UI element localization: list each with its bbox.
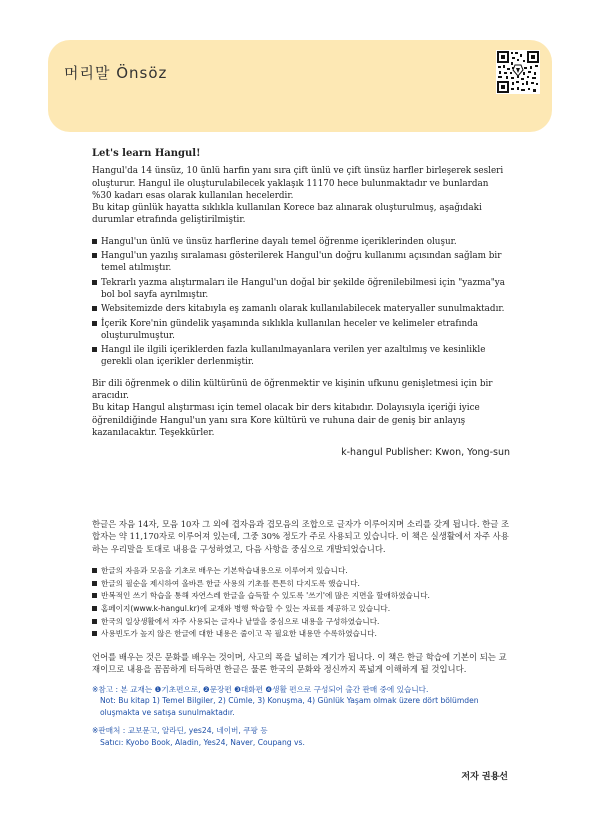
korean-paragraph: 언어를 배우는 것은 문화를 배우는 것이며, 사고의 폭을 넓히는 계기가 됩니다. 이 책은 한글 학습에 기본이 되는 교재이므로 내용을 꼼꼼하게 터득하면 한글은 물론 한국의 문화와 정신까지 폭넓게 이해하게 될 것입니다. [92,651,507,675]
notes-section [92,684,510,749]
korean-preface [92,518,510,755]
list-item: 한글의 필순을 제시하여 올바른 한글 사용의 기초를 튼튼히 다지도록 했습니다. [92,578,510,591]
publisher-signature: k-hangul Publisher: Kwon, Yong-sun [341,447,510,459]
list-item: İçerik Kore'nin gündelik yaşamında sıklıkla kullanılan heceler ve kelimeler etrafında oluşturulmuştur. [92,318,510,343]
list-item: 한국의 일상생활에서 자주 사용되는 글자나 낱말을 중심으로 내용을 구성하였습니다. [92,616,510,629]
list-item: Hangıl ile ilgili içeriklerden fazla kullanılmayanlara verilen yer azaltılmış ve kesinlikle gerekli olan içerikler derlenmiştir. [92,344,510,369]
korean-paragraph: 한글은 자음 14자, 모음 10자 그 외에 겹자음과 겹모음의 조합으로 글자가 이루어지며 소리를 갖게 됩니다. 한글 조합자는 약 11,170자로 이루어져 있는데, 그중 30% 정도가 주로 사용되고 있습니다. 이 책은 실생활에서 자주 사용하는 우리말을 토대로 내용을 구성하였고, 다음 사항을 중심으로 개발되었습니다. [92,519,510,554]
list-item: Hangul'un yazılış sıralaması gösterilerek Hangul'un doğru kullanımı açısından sağlam bir temel atılmıştır. [92,250,510,275]
list-item: 한글의 자음과 모음을 기초로 배우는 기본학습내용으로 이루어져 있습니다. [92,565,510,578]
series-note-korean: ※참고 : 본 교재는 ❶기초편으로, ❷문장편 ❸대화편 ❹생활 편으로 구성되어 출간 판매 중에 있습니다. [92,684,429,694]
list-item: Tekrarlı yazma alıştırmaları ile Hangul'un doğal bir şekilde öğrenilebilmesi için "yazma"ya bol bol sayfa ayrılmıştır. [92,277,510,302]
series-note-turkish: Not: Bu kitap 1) Temel Bilgiler, 2) Cümle, 3) Konuşma, 4) Günlük Yaşam olmak üzere dört bölümden oluşmakta ve satışa sunulmaktadır. [100,696,479,718]
author-signature: 저자 권용선 [461,772,508,782]
list-item: 사용빈도가 높지 않은 한글에 대한 내용은 줄이고 꼭 필요한 내용만 수록하였습니다. [92,628,510,641]
english-preface [92,148,510,460]
list-item: 반복적인 쓰기 학습을 통해 자연스레 한글을 습득할 수 있도록 '쓰기'에 많은 지면을 할애하였습니다. [92,590,510,603]
english-paragraph: Bir dili öğrenmek o dilin kültürünü de öğrenmektir ve kişinin ufkunu genişletmesi için bir aracıdır. [92,378,493,402]
english-heading: Let's learn Hangul! [92,148,201,159]
list-item: Websitemizde ders kitabıyla eş zamanlı olarak kullanılabilecek materyaller sunulmaktadır. [92,303,510,315]
list-item: Hangul'un ünlü ve ünsüz harflerine dayalı temel öğrenme içeriklerinden oluşur. [92,236,510,248]
list-item: 홈페이지(www.k-hangul.kr)에 교재와 병행 학습할 수 있는 자료를 제공하고 있습니다. [92,603,510,616]
seller-note-korean: ※판매처 : 교보문고, 알라딘, yes24, 네이버, 쿠팡 등 [92,725,268,735]
english-paragraph: Bu kitap Hangul alıştırması için temel olacak bir ders kitabıdır. Dolayısıyla içeriği iyice öğrenildiğinde Hangul'un yanı sıra Kore kültürü ve ruhuna dair de geniş bir anlayış kazanılacaktır. Teşekkürler. [92,403,480,438]
seller-note [92,725,510,749]
qr-code-icon [496,50,540,94]
korean-bullet-list [92,565,510,641]
english-bullet-list [92,236,510,369]
series-note [92,684,510,719]
seller-note-turkish: Satıcı: Kyobo Book, Aladin, Yes24, Naver, Coupang vs. [100,737,305,747]
english-paragraph: Hangul'da 14 ünsüz, 10 ünlü harfin yanı sıra çift ünlü ve çift ünsüz harfler birleşerek sesleri oluşturur. Hangul ile oluşturulabilecek yaklaşık 11170 hece bulunmaktadır ve bunlardan %30 kadarı esas olarak kullanılan hecelerdir. [92,166,504,201]
header-banner [48,40,552,132]
english-paragraph: Bu kitap günlük hayatta sıklıkla kullanılan Korece baz alınarak oluşturulmuş, aşağıdaki durumlar etrafında geliştirilmiştir. [92,203,482,226]
page-title: 머리말 Önsöz [64,64,168,82]
